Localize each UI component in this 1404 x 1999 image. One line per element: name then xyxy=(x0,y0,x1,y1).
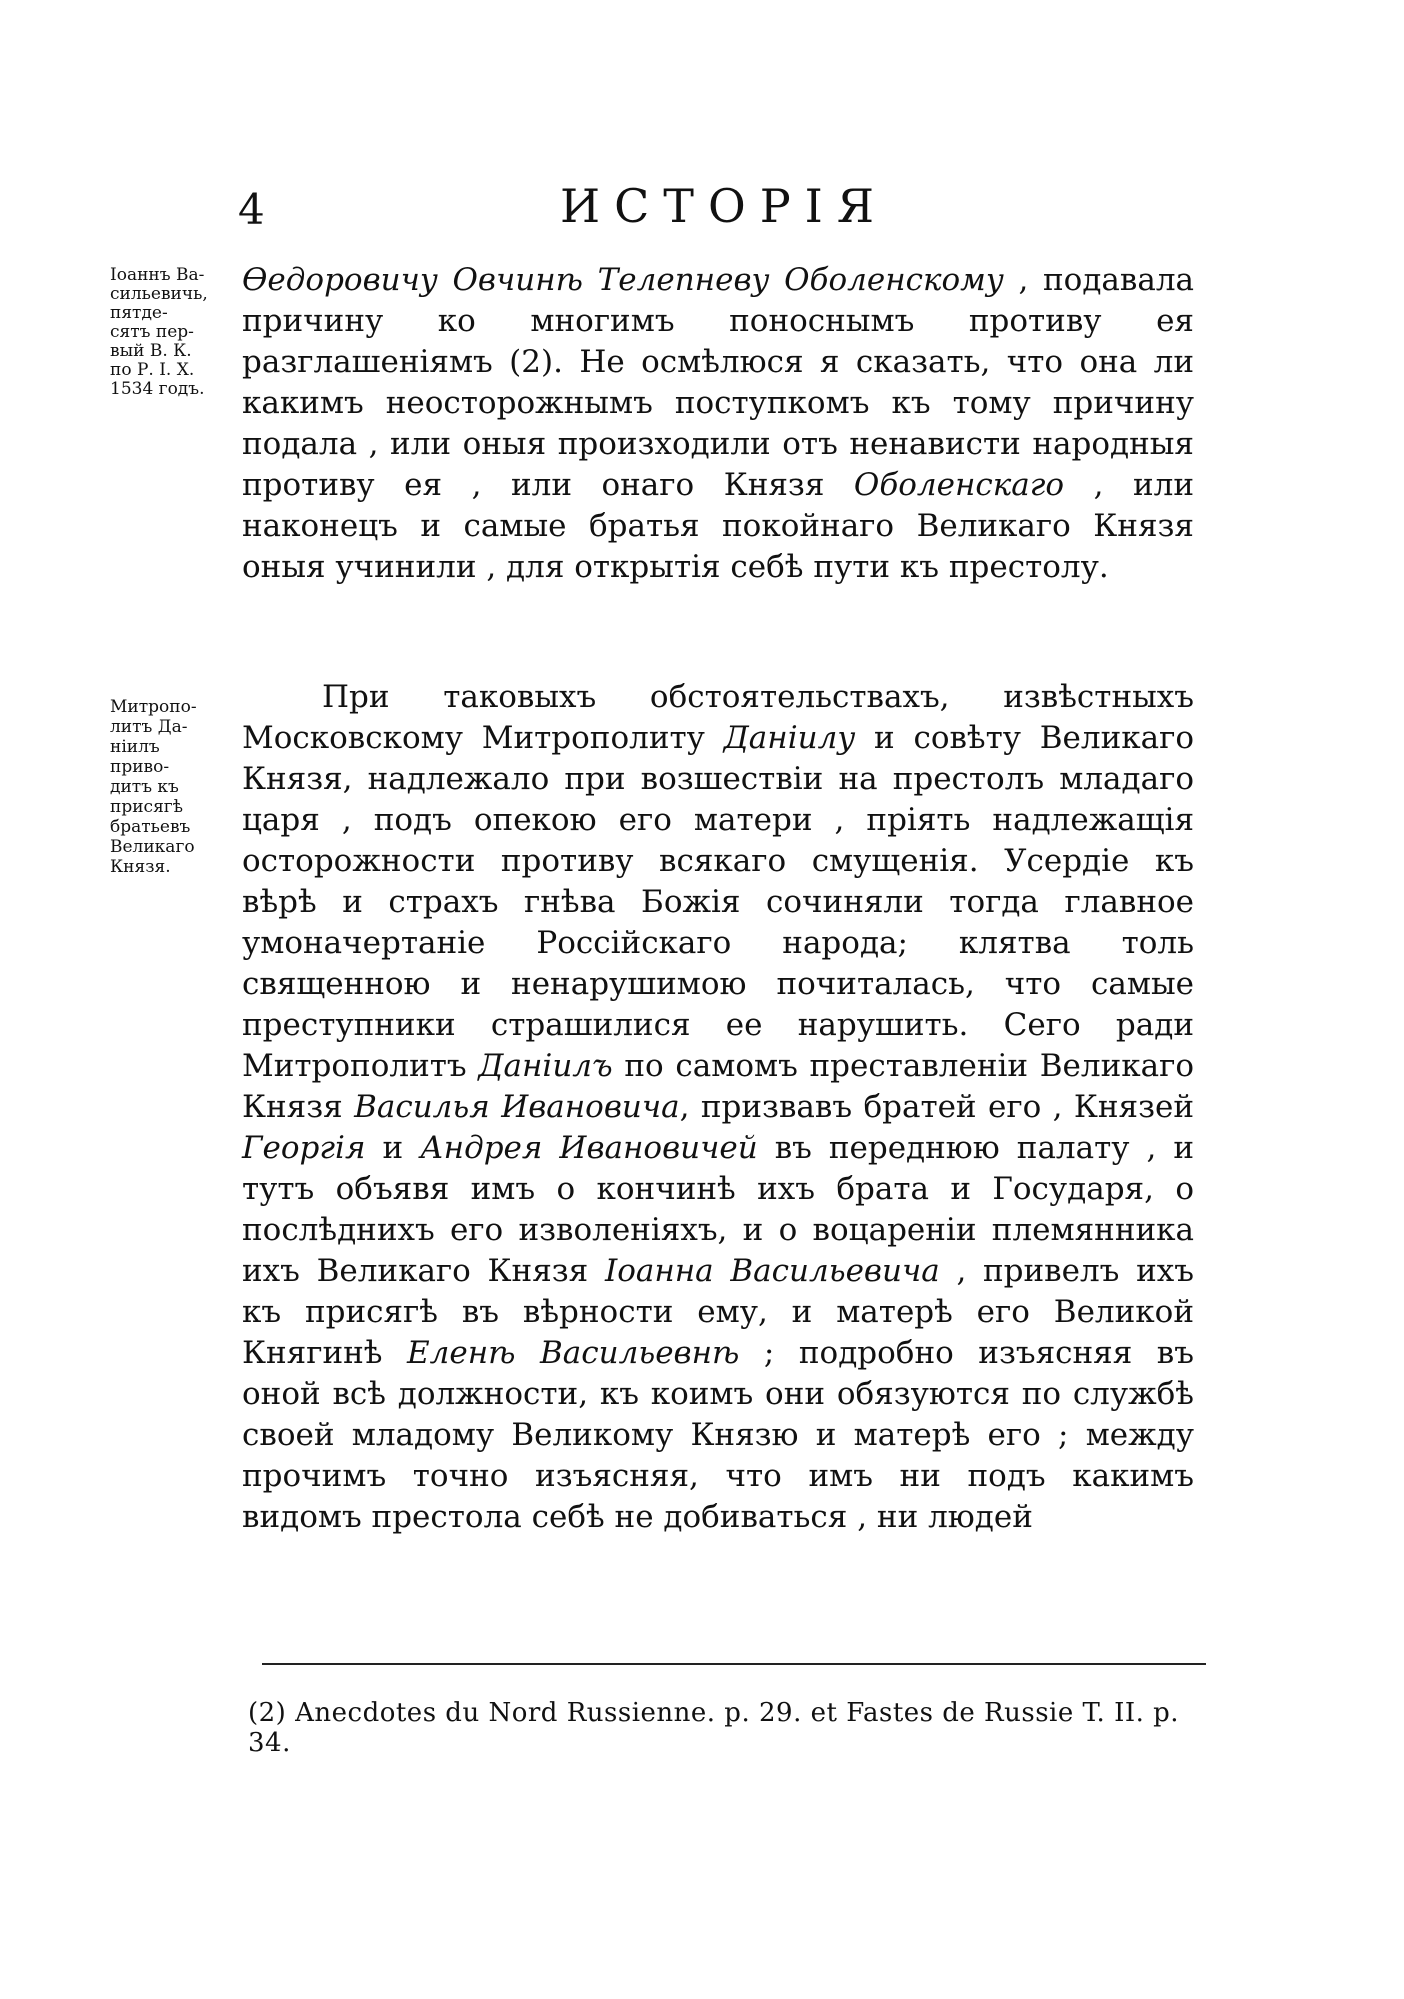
margin-note: Митропо- литъ Да- ніилъ приво- дитъ къ присягѣ братьевъ Великаго Князя. xyxy=(110,697,197,877)
text-span: , или наконецъ и самые братья покойнаго Великаго Князя оныя учинили , для открытія себѣ пути къ престолу. xyxy=(242,467,1194,585)
paragraph-text xyxy=(242,677,1194,1538)
text-span: , призвавъ братей его , Князей xyxy=(679,1089,1195,1125)
italic-text-span: Георгія xyxy=(242,1130,366,1166)
text-span: и xyxy=(365,1130,421,1166)
text-span: и совѣту Великаго Князя, надлежало при возшествіи на престолъ младаго царя , подъ опекою его матери , пріять надлежащія осторожности противу всякаго смущенія. Усердіе къ вѣрѣ и страхъ гнѣва Божія сочиняли тогда главное умоначертаніе Россійскаго народа; клятва толь священною и ненарушимою почиталась, что самые преступники страшилися ее нарушить. Сего ради Митрополитъ xyxy=(242,720,1194,1084)
italic-text-span: Василья Ивановича xyxy=(354,1089,680,1125)
text-span: по самомъ преставленіи Великаго Князя xyxy=(242,1048,1195,1125)
text-span: въ переднюю палату , и тутъ объявя имъ о кончинѣ ихъ брата и Государя, о послѣднихъ его изволеніяхъ, и о воцареніи племянника ихъ Великаго Князя xyxy=(242,1130,1195,1289)
footnote: (2) Anecdotes du Nord Russienne. p. 29. et Fastes de Russie T. II. p. 34. xyxy=(248,1698,1180,1758)
italic-text-span: Даніилъ xyxy=(478,1048,613,1084)
paragraph xyxy=(242,260,1194,588)
page-number: 4 xyxy=(238,185,265,234)
text-span: При таковыхъ обстоятельствахъ, извѣстныхъ Московскому Митрополиту xyxy=(242,679,1194,756)
page-header xyxy=(0,175,1404,245)
italic-text-span: Іоанна Васильевича xyxy=(604,1253,940,1289)
paragraph-text xyxy=(242,260,1194,588)
paragraph xyxy=(242,677,1194,1538)
footnote-divider xyxy=(262,1663,1206,1665)
margin-note: Іоаннъ Ва- сильевичь, пятде- сятъ пер- вый В. К. по Р. І. Х. 1534 годъ. xyxy=(110,265,208,399)
italic-text-span: Оболенскаго xyxy=(853,467,1065,503)
text-span: , привелъ ихъ къ присягѣ въ вѣрности ему, и матерѣ его Великой Княгинѣ xyxy=(242,1253,1194,1371)
text-span: , подавала причину ко многимъ поноснымъ противу ея разглашеніямъ (2). Не осмѣлюся я сказать, что она ли какимъ неосторожнымъ поступкомъ къ тому причину подала , или оныя произходили отъ ненависти народныя противу ея , или онаго Князя xyxy=(242,262,1195,503)
running-title: ИСТОРІЯ xyxy=(560,179,888,233)
italic-text-span: Еленѣ Васильевнѣ xyxy=(407,1335,740,1371)
text-span: ; подробно изъясняя въ оной всѣ должности, къ коимъ они обязуются по службѣ своей младому Великому Князю и матерѣ его ; между прочимъ точно изъясняя, что имъ ни подъ какимъ видомъ престола себѣ не добиваться , ни людей xyxy=(242,1335,1194,1535)
italic-text-span: Даніилу xyxy=(723,720,856,756)
italic-text-span: Андрея Ивановичей xyxy=(420,1130,758,1166)
italic-text-span: Ѳедоровичу Овчинѣ Телепневу Оболенскому xyxy=(242,262,1004,298)
